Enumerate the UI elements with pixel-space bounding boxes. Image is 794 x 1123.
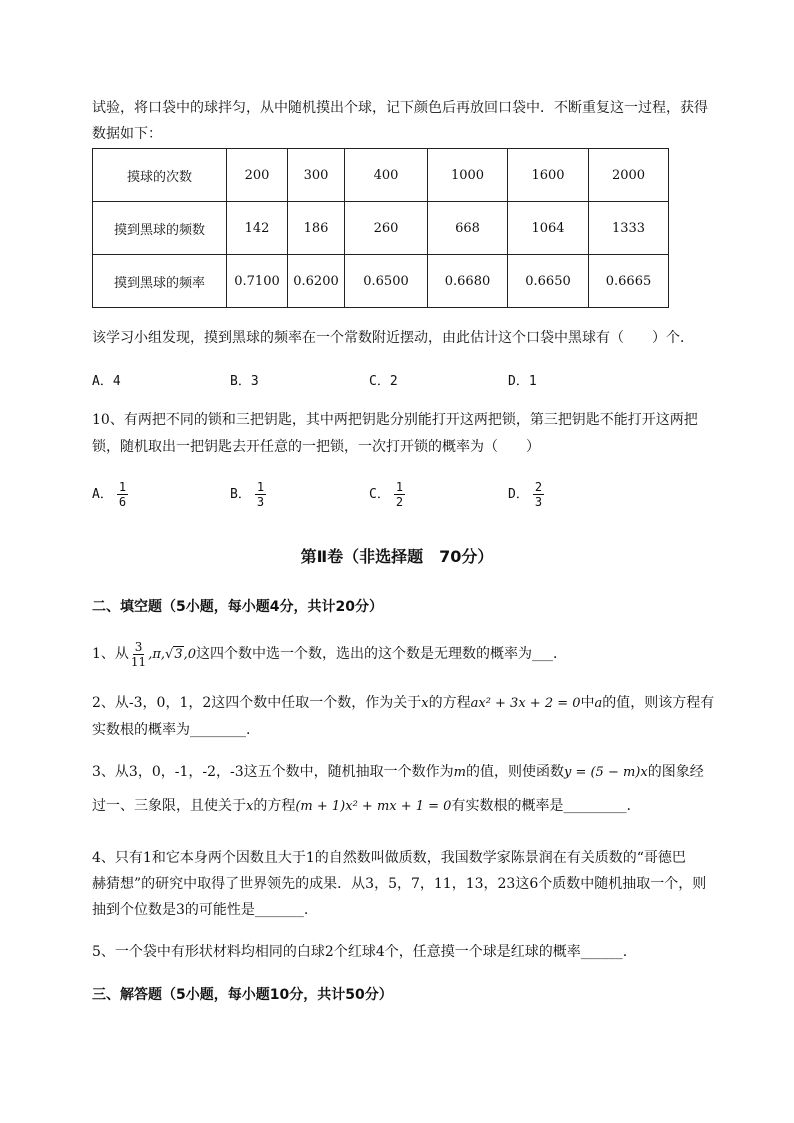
fraction	[533, 480, 544, 509]
option-prefix: B．	[230, 487, 251, 502]
fraction-numerator: 2	[534, 480, 543, 494]
q9-option-d[interactable]: D．1	[508, 374, 537, 389]
q10-line-1: 10、有两把不同的锁和三把钥匙，其中两把钥匙分别能打开这两把锁，第三把钥匙不能打开这两把	[92, 412, 698, 428]
q10-line-2: 锁，随机取出一把钥匙去开任意的一把锁，一次打开锁的概率为（ ）	[92, 439, 540, 455]
q10-option-b[interactable]	[230, 480, 266, 509]
table-cell: 1333	[589, 202, 669, 255]
q10-option-d[interactable]	[508, 480, 544, 509]
q3-line2b: 的方程	[253, 798, 296, 814]
var-x: x	[421, 696, 429, 711]
q9-option-b[interactable]: B．3	[230, 374, 259, 389]
option-prefix: C．	[369, 487, 390, 502]
table-cell: 142	[227, 202, 288, 255]
table-cell: 400	[345, 149, 428, 202]
q9-stem: 该学习小组发现，摸到黑球的频率在一个常数附近摆动，由此估计这个口袋中黑球有（ ）个．	[92, 330, 694, 346]
q2-part3: 中	[580, 695, 595, 711]
q10-option-a[interactable]	[92, 480, 128, 509]
var-a: a	[594, 696, 603, 711]
fraction	[129, 640, 148, 669]
q10-option-c[interactable]	[369, 480, 405, 509]
fraction-denominator: 2	[395, 495, 404, 509]
intro-line-1: 试验，将口袋中的球拌匀，从中随机摸出个球，记下颜色后再放回口袋中．不断重复这一过程，获得	[92, 100, 708, 116]
fraction	[255, 480, 266, 509]
fraction-denominator: 3	[534, 495, 543, 509]
row-label: 摸到黑球的频率	[93, 255, 227, 308]
q3-line2c: 有实数根的概率是_________.	[451, 798, 631, 814]
table-row	[93, 149, 669, 202]
fraction-numerator: 1	[118, 480, 127, 494]
fill-q1	[92, 638, 567, 671]
q3-part2: 的值，则使函数	[465, 764, 564, 780]
fill-q3-line-1	[92, 762, 704, 783]
experiment-table	[92, 148, 669, 308]
table-cell: 668	[428, 202, 508, 255]
q9-option-a[interactable]: A．4	[92, 374, 121, 389]
q3-part1: 3、从3，0，-1，-2，-3这五个数中，随机抽取一个数作为	[92, 764, 454, 780]
fill-q4-line-3: 抽到个位数是3的可能性是_______.	[92, 902, 309, 918]
table-cell: 0.6650	[508, 255, 589, 308]
part2-title: 第Ⅱ卷（非选择题 70分）	[300, 547, 494, 566]
answer-heading: 三、解答题（5小题，每小题10分，共计50分）	[92, 987, 393, 1003]
option-prefix: A．	[92, 487, 113, 502]
table-cell: 1000	[428, 149, 508, 202]
table-row	[93, 202, 669, 255]
table-cell: 0.6200	[288, 255, 345, 308]
fraction	[394, 480, 405, 509]
table-cell: 1064	[508, 202, 589, 255]
table-row	[93, 255, 669, 308]
option-prefix: D．	[508, 487, 529, 502]
fraction-numerator: 1	[256, 480, 265, 494]
table-cell: 0.6500	[345, 255, 428, 308]
row-label: 摸到黑球的频数	[93, 202, 227, 255]
table-cell: 200	[227, 149, 288, 202]
var-m: m	[453, 765, 466, 780]
sqrt-sign: √	[165, 647, 174, 662]
fraction-denominator: 11	[130, 654, 147, 669]
table-cell: 300	[288, 149, 345, 202]
q2-part1: 2、从-3，0，1，2这四个数中任取一个数，作为关于	[92, 695, 422, 711]
q1-mid: ,π,	[148, 647, 166, 662]
table-cell: 0.6680	[428, 255, 508, 308]
var-x: x	[246, 799, 254, 814]
table-cell: 0.6665	[589, 255, 669, 308]
q9-option-c[interactable]: C．2	[369, 374, 398, 389]
fill-q5-line-1: 5、一个袋中有形状材料均相同的白球2个红球4个，任意摸一个球是红球的概率______.	[92, 944, 628, 960]
fill-q4-line-2: 赫猜想”的研究中取得了世界领先的成果．从3，5，7，11，13，23这6个质数中随机抽取一个，则	[92, 876, 707, 892]
fill-q2-line-2: 实数根的概率为________.	[92, 722, 251, 738]
equation: (m + 1)x² + mx + 1 = 0	[295, 799, 452, 814]
q3-part3: 的图象经	[647, 764, 704, 780]
row-label: 摸球的次数	[93, 149, 227, 202]
fraction-denominator: 3	[256, 495, 265, 509]
q1-rest: 这四个数中选一个数，选出的这个数是无理数的概率为___．	[196, 646, 567, 662]
fill-q3-line-2	[92, 796, 631, 817]
q2-part4: 的值，则该方程有	[602, 695, 715, 711]
table-cell: 0.7100	[227, 255, 288, 308]
table-cell: 1600	[508, 149, 589, 202]
fraction	[117, 480, 128, 509]
equation: ax² + 3x + 2 = 0	[470, 696, 581, 711]
table-cell: 2000	[589, 149, 669, 202]
q3-line2a: 过一、三象限，且使关于	[92, 798, 246, 814]
q2-part2: 的方程	[428, 695, 471, 711]
fill-heading: 二、填空题（5小题，每小题4分，共计20分）	[92, 599, 383, 615]
q1-tail: ,0	[183, 647, 196, 662]
fraction-numerator: 1	[395, 480, 404, 494]
table-cell: 260	[345, 202, 428, 255]
sqrt-arg: 3	[174, 647, 183, 662]
fill-q2-line-1	[92, 693, 714, 714]
fill-q4-line-1: 4、只有1和它本身两个因数且大于1的自然数叫做质数，我国数学家陈景润在有关质数的“哥德巴	[92, 850, 686, 866]
fraction-numerator: 3	[134, 639, 143, 654]
table-cell: 186	[288, 202, 345, 255]
function: y = (5 − m)x	[563, 765, 648, 780]
q1-prefix: 1、从	[92, 646, 129, 662]
fraction-denominator: 6	[118, 495, 127, 509]
intro-line-2: 数据如下：	[92, 126, 162, 142]
